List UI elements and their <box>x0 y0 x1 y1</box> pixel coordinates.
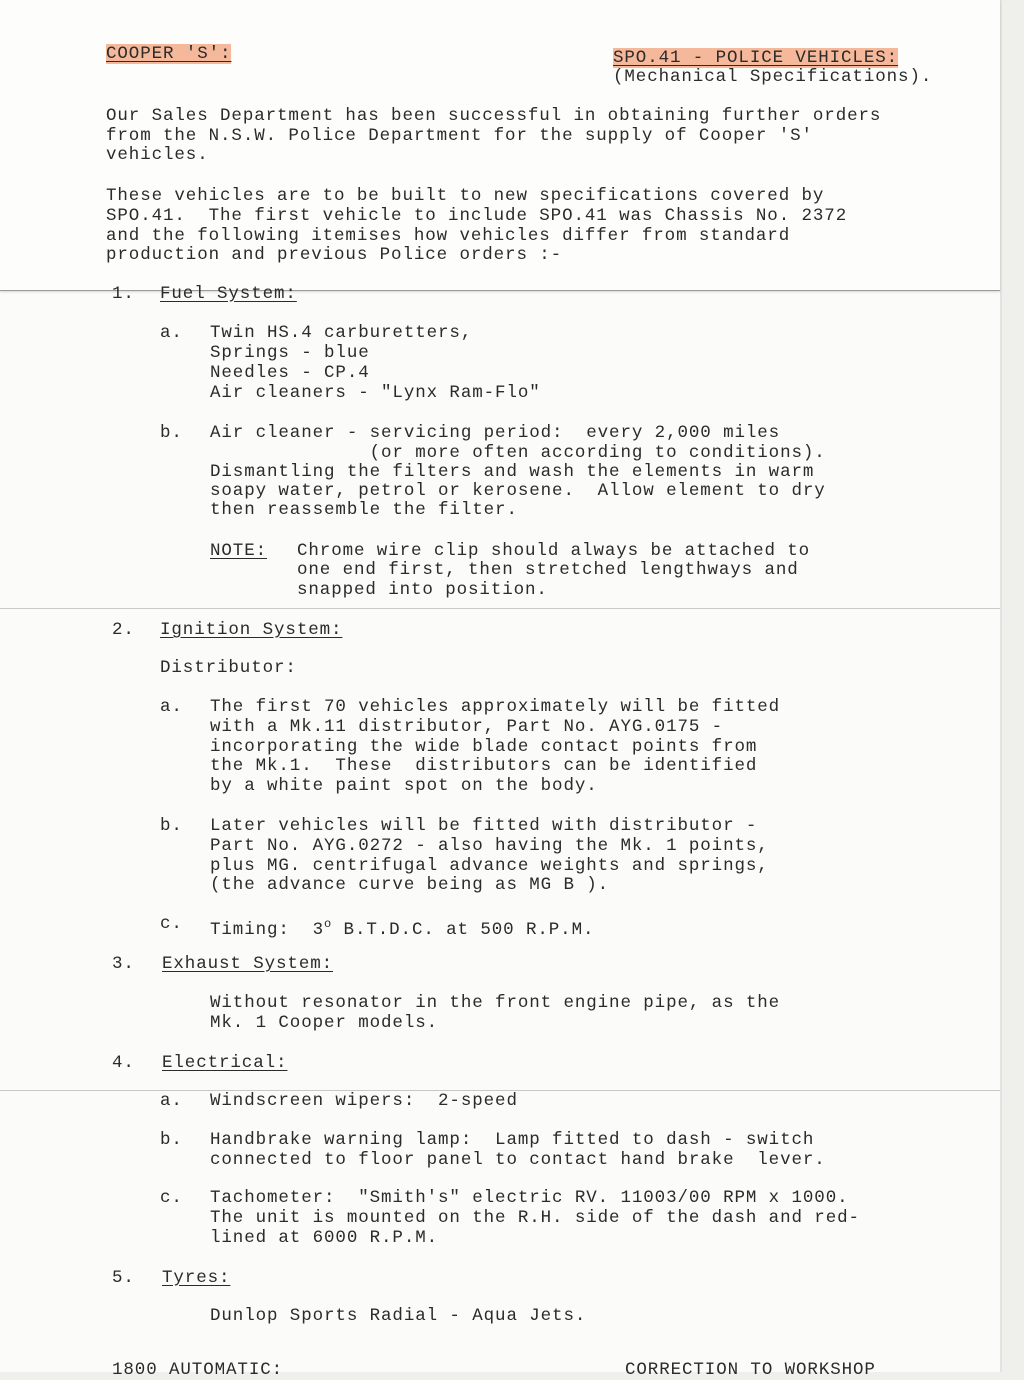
electrical-a-line: Windscreen wipers: 2-speed <box>210 1091 518 1111</box>
ignition-b-line: (the advance curve being as MG B ). <box>210 875 610 895</box>
header-right-title: SPO.41 - POLICE VEHICLES: <box>613 48 899 68</box>
ignition-b-line: Later vehicles will be fitted with distributor - <box>210 816 758 836</box>
note-line: snapped into position. <box>297 580 548 600</box>
item-label: b. <box>160 1130 183 1150</box>
section-title-electrical: Electrical: <box>162 1053 288 1073</box>
footer-cut-left: 1800 AUTOMATIC: <box>112 1360 284 1380</box>
electrical-c-line: The unit is mounted on the R.H. side of the dash and red- <box>210 1208 860 1228</box>
intro-para2-line: SPO.41. The first vehicle to include SPO.41 was Chassis No. 2372 <box>106 206 848 226</box>
ignition-a-line: with a Mk.11 distributor, Part No. AYG.0175 - <box>210 717 724 737</box>
ignition-a-line: The first 70 vehicles approximately will be fitted <box>210 697 781 717</box>
paste-line <box>0 608 1000 609</box>
fuel-a-line: Twin HS.4 carburetters, <box>210 323 473 343</box>
exhaust-line: Without resonator in the front engine pipe, as the <box>210 993 781 1013</box>
ignition-b-line: Part No. AYG.0272 - also having the Mk. 1 points, <box>210 836 769 856</box>
header-left-title: COOPER 'S': <box>106 44 232 64</box>
fuel-b-line: then reassemble the filter. <box>210 500 518 520</box>
fuel-b-line: Dismantling the filters and wash the elements in warm <box>210 462 815 482</box>
timing-suffix: B.T.D.C. at 500 R.P.M. <box>332 919 595 940</box>
intro-para1-line: Our Sales Department has been successful in obtaining further orders <box>106 106 882 126</box>
degree-superscript: o <box>324 917 333 931</box>
electrical-c-line: lined at 6000 R.P.M. <box>210 1228 439 1248</box>
electrical-b-line: Handbrake warning lamp: Lamp fitted to dash - switch <box>210 1130 815 1150</box>
item-label: a. <box>160 323 183 343</box>
ignition-a-line: the Mk.1. These distributors can be identified <box>210 756 758 776</box>
exhaust-line: Mk. 1 Cooper models. <box>210 1013 439 1033</box>
note-line: Chrome wire clip should always be attached to <box>297 541 811 561</box>
note-label: NOTE: <box>210 541 268 561</box>
intro-para2-line: production and previous Police orders :- <box>106 245 563 265</box>
item-label: b. <box>160 423 183 443</box>
ignition-a-line: by a white paint spot on the body. <box>210 776 598 796</box>
section-number: 5. <box>112 1268 135 1288</box>
fuel-a-line: Needles - CP.4 <box>210 363 370 383</box>
timing-line <box>210 914 594 940</box>
section-title-tyres: Tyres: <box>162 1268 231 1288</box>
note-line: one end first, then stretched lengthways and <box>297 560 799 580</box>
top-pasted-strip <box>0 0 1000 291</box>
item-label: a. <box>160 1091 183 1111</box>
fuel-b-line: (or more often according to conditions). <box>210 443 826 463</box>
section-number: 3. <box>112 954 135 974</box>
ignition-b-line: plus MG. centrifugal advance weights and springs, <box>210 856 769 876</box>
section-number: 4. <box>112 1053 135 1073</box>
section-number: 2. <box>112 620 135 640</box>
section-title-exhaust: Exhaust System: <box>162 954 334 974</box>
subheading-distributor: Distributor: <box>160 658 297 678</box>
fuel-b-line: soapy water, petrol or kerosene. Allow element to dry <box>210 481 826 501</box>
timing-prefix: Timing: 3 <box>210 919 325 940</box>
intro-para1-line: vehicles. <box>106 145 209 165</box>
fuel-a-line: Air cleaners - "Lynx Ram-Flo" <box>210 383 541 403</box>
electrical-b-line: connected to floor panel to contact hand brake lever. <box>210 1150 826 1170</box>
item-label: c. <box>160 914 183 934</box>
section-title-fuel: Fuel System: <box>160 284 297 304</box>
tyres-line: Dunlop Sports Radial - Aqua Jets. <box>210 1306 587 1326</box>
ignition-a-line: incorporating the wide blade contact points from <box>210 737 758 757</box>
section-number: 1. <box>112 284 135 304</box>
intro-para1-line: from the N.S.W. Police Department for the supply of Cooper 'S' <box>106 126 813 146</box>
section-title-ignition: Ignition System: <box>160 620 343 640</box>
fuel-b-line: Air cleaner - servicing period: every 2,000 miles <box>210 423 781 443</box>
item-label: b. <box>160 816 183 836</box>
intro-para2-line: These vehicles are to be built to new specifications covered by <box>106 186 825 206</box>
intro-para2-line: and the following itemises how vehicles differ from standard <box>106 226 791 246</box>
footer-cut-right: CORRECTION TO WORKSHOP <box>625 1360 876 1380</box>
item-label: a. <box>160 697 183 717</box>
fuel-a-line: Springs - blue <box>210 343 370 363</box>
item-label: c. <box>160 1188 183 1208</box>
electrical-c-line: Tachometer: "Smith's" electric RV. 11003/00 RPM x 1000. <box>210 1188 849 1208</box>
header-right-subtitle: (Mechanical Specifications). <box>613 67 933 87</box>
